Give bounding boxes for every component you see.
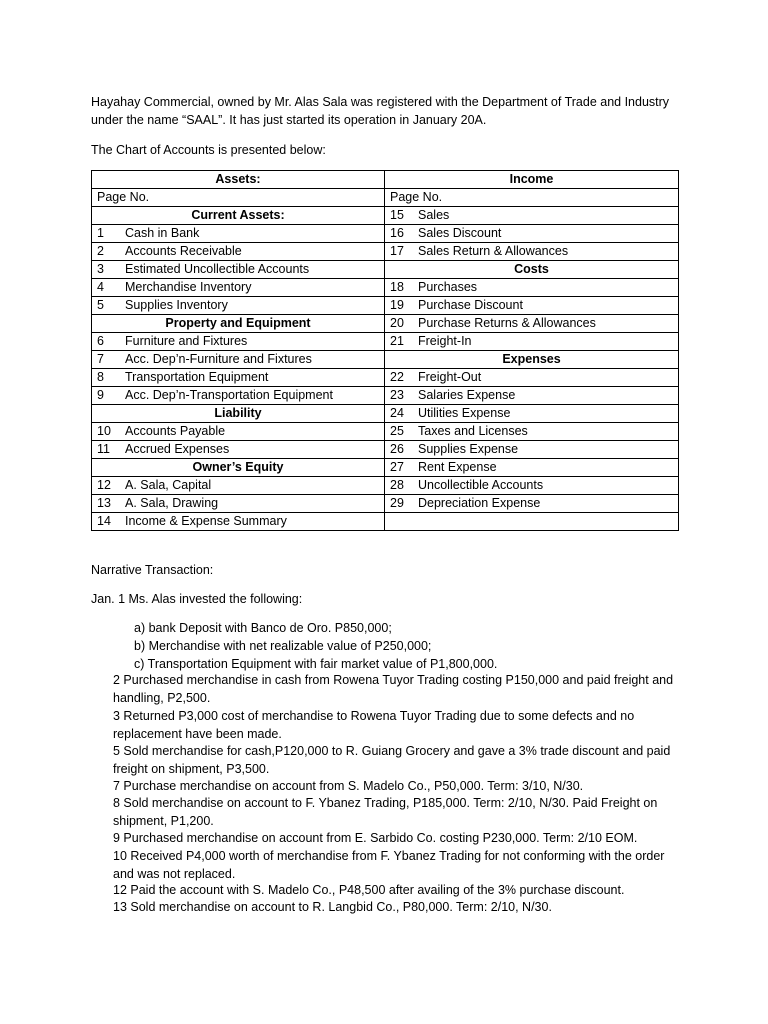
- account-number: 7: [97, 352, 104, 366]
- account-number: 1: [97, 226, 104, 240]
- transaction-item: 3 Returned P3,000 cost of merchandise to Rowena Tuyor Trading due to some defects and no replacement have been made.: [113, 709, 635, 741]
- account-number: 8: [97, 370, 104, 384]
- account-name: Accrued Expenses: [125, 442, 230, 456]
- account-cell: [92, 495, 385, 513]
- page-no-label: Page No.: [92, 189, 385, 207]
- account-name: Accounts Receivable: [125, 244, 242, 258]
- table-row: [92, 261, 679, 279]
- transaction-item: 7 Purchase merchandise on account from S. Madelo Co., P50,000. Term: 3/10, N/30.: [113, 779, 584, 793]
- account-number: 5: [97, 298, 104, 312]
- account-name: Salaries Expense: [418, 388, 516, 402]
- table-row: [92, 315, 679, 333]
- account-cell: [385, 387, 679, 405]
- account-number: 23: [390, 388, 404, 402]
- account-cell: [92, 297, 385, 315]
- transaction-item: 8 Sold merchandise on account to F. Ybanez Trading, P185,000. Term: 2/10, N/30. Paid Freight on shipment, P1,200.: [113, 796, 658, 828]
- account-name: Acc. Dep’n-Furniture and Fixtures: [125, 352, 312, 366]
- account-name: Acc. Dep’n-Transportation Equipment: [125, 388, 333, 402]
- account-number: 26: [390, 442, 404, 456]
- account-number: 10: [97, 424, 111, 438]
- section-header: Property and Equipment: [92, 315, 385, 333]
- account-cell: [385, 333, 679, 351]
- account-number: 15: [390, 208, 404, 222]
- account-name: Estimated Uncollectible Accounts: [125, 262, 310, 276]
- account-name: Sales Return & Allowances: [418, 244, 569, 258]
- table-row: [92, 297, 679, 315]
- investment-item: a) bank Deposit with Banco de Oro. P850,000;: [134, 621, 392, 635]
- empty-cell: [385, 513, 679, 531]
- account-cell: [385, 495, 679, 513]
- account-cell: [385, 297, 679, 315]
- account-cell: [385, 459, 679, 477]
- account-number: 22: [390, 370, 404, 384]
- account-name: Accounts Payable: [125, 424, 226, 438]
- table-row: [92, 333, 679, 351]
- account-name: Income & Expense Summary: [125, 514, 287, 528]
- account-name: Sales: [418, 208, 450, 222]
- table-row: [92, 351, 679, 369]
- table-row: [92, 459, 679, 477]
- account-name: Purchases: [418, 280, 478, 294]
- section-header: Current Assets:: [92, 207, 385, 225]
- account-cell: [385, 279, 679, 297]
- account-name: Freight-Out: [418, 370, 482, 384]
- chart-of-accounts-intro: The Chart of Accounts is presented below:: [91, 143, 326, 157]
- table-row: [92, 207, 679, 225]
- account-name: Taxes and Licenses: [418, 424, 528, 438]
- account-name: Furniture and Fixtures: [125, 334, 248, 348]
- account-cell: [92, 225, 385, 243]
- jan-1-label: Jan. 1 Ms. Alas invested the following:: [91, 592, 303, 606]
- narrative-label: Narrative Transaction:: [91, 563, 214, 577]
- account-cell: [385, 315, 679, 333]
- account-number: 9: [97, 388, 104, 402]
- table-row: [92, 477, 679, 495]
- table-header-row: [92, 171, 679, 189]
- transaction-item: 9 Purchased merchandise on account from E. Sarbido Co. costing P230,000. Term: 2/10 EOM.: [113, 831, 638, 845]
- account-number: 16: [390, 226, 404, 240]
- investment-item: c) Transportation Equipment with fair market value of P1,800,000.: [134, 657, 498, 671]
- account-name: Merchandise Inventory: [125, 280, 252, 294]
- account-number: 28: [390, 478, 404, 492]
- account-name: Transportation Equipment: [125, 370, 269, 384]
- account-cell: [92, 441, 385, 459]
- account-cell: [92, 279, 385, 297]
- account-number: 18: [390, 280, 404, 294]
- table-row: [92, 495, 679, 513]
- section-header: Liability: [92, 405, 385, 423]
- account-name: Rent Expense: [418, 460, 497, 474]
- intro-paragraph: Hayahay Commercial, owned by Mr. Alas Sala was registered with the Department of Trade and Industry under the name “SAAL”. It has just started its operation in January 20A.: [91, 95, 670, 127]
- table-row: [92, 441, 679, 459]
- account-name: A. Sala, Capital: [125, 478, 212, 492]
- account-cell: [385, 423, 679, 441]
- section-header: Costs: [385, 261, 679, 279]
- account-name: Depreciation Expense: [418, 496, 541, 510]
- account-cell: [385, 207, 679, 225]
- account-number: 29: [390, 496, 404, 510]
- account-cell: [385, 243, 679, 261]
- transaction-item: 13 Sold merchandise on account to R. Langbid Co., P80,000. Term: 2/10, N/30.: [113, 900, 552, 914]
- account-cell: [92, 261, 385, 279]
- table-row: [92, 279, 679, 297]
- table-row: [92, 423, 679, 441]
- account-name: Supplies Inventory: [125, 298, 228, 312]
- account-name: Sales Discount: [418, 226, 502, 240]
- account-cell: [92, 477, 385, 495]
- account-number: 20: [390, 316, 404, 330]
- account-number: 24: [390, 406, 404, 420]
- table-row: [92, 225, 679, 243]
- account-number: 3: [97, 262, 104, 276]
- transaction-item: 12 Paid the account with S. Madelo Co., P48,500 after availing of the 3% purchase discount.: [113, 883, 625, 897]
- account-number: 21: [390, 334, 404, 348]
- account-number: 4: [97, 280, 104, 294]
- account-cell: [92, 333, 385, 351]
- transaction-item: 10 Received P4,000 worth of merchandise from F. Ybanez Trading for not conforming with the order and was not replaced.: [113, 849, 665, 881]
- transaction-item: 5 Sold merchandise for cash,P120,000 to R. Guiang Grocery and gave a 3% trade discount and paid freight on shipment, P3,500.: [113, 744, 671, 776]
- account-number: 25: [390, 424, 404, 438]
- account-cell: [385, 477, 679, 495]
- table-row: [92, 513, 679, 531]
- account-cell: [92, 351, 385, 369]
- account-number: 2: [97, 244, 104, 258]
- page-no-label: Page No.: [385, 189, 679, 207]
- account-cell: [92, 387, 385, 405]
- section-header: Expenses: [385, 351, 679, 369]
- account-cell: [92, 513, 385, 531]
- section-header: Owner’s Equity: [92, 459, 385, 477]
- account-cell: [385, 369, 679, 387]
- account-number: 19: [390, 298, 404, 312]
- account-cell: [385, 225, 679, 243]
- account-number: 14: [97, 514, 111, 528]
- table-row: [92, 405, 679, 423]
- account-cell: [385, 405, 679, 423]
- account-name: Cash in Bank: [125, 226, 200, 240]
- investment-item: b) Merchandise with net realizable value of P250,000;: [134, 639, 432, 653]
- table-row: [92, 189, 679, 207]
- account-name: Supplies Expense: [418, 442, 519, 456]
- income-header: Income: [385, 171, 679, 189]
- account-name: Utilities Expense: [418, 406, 511, 420]
- account-name: Freight-In: [418, 334, 472, 348]
- account-cell: [92, 243, 385, 261]
- account-cell: [385, 441, 679, 459]
- account-cell: [92, 423, 385, 441]
- account-number: 11: [97, 442, 110, 456]
- account-number: 12: [97, 478, 111, 492]
- account-name: Uncollectible Accounts: [418, 478, 544, 492]
- account-cell: [92, 369, 385, 387]
- account-number: 13: [97, 496, 111, 510]
- account-number: 6: [97, 334, 104, 348]
- table-row: [92, 387, 679, 405]
- transaction-item: 2 Purchased merchandise in cash from Rowena Tuyor Trading costing P150,000 and paid freight and handling, P2,500.: [113, 673, 674, 705]
- account-number: 27: [390, 460, 404, 474]
- chart-of-accounts-table: [91, 170, 679, 531]
- account-number: 17: [390, 244, 404, 258]
- account-name: Purchase Discount: [418, 298, 523, 312]
- account-name: A. Sala, Drawing: [125, 496, 219, 510]
- table-row: [92, 369, 679, 387]
- table-row: [92, 243, 679, 261]
- assets-header: Assets:: [92, 171, 385, 189]
- account-name: Purchase Returns & Allowances: [418, 316, 596, 330]
